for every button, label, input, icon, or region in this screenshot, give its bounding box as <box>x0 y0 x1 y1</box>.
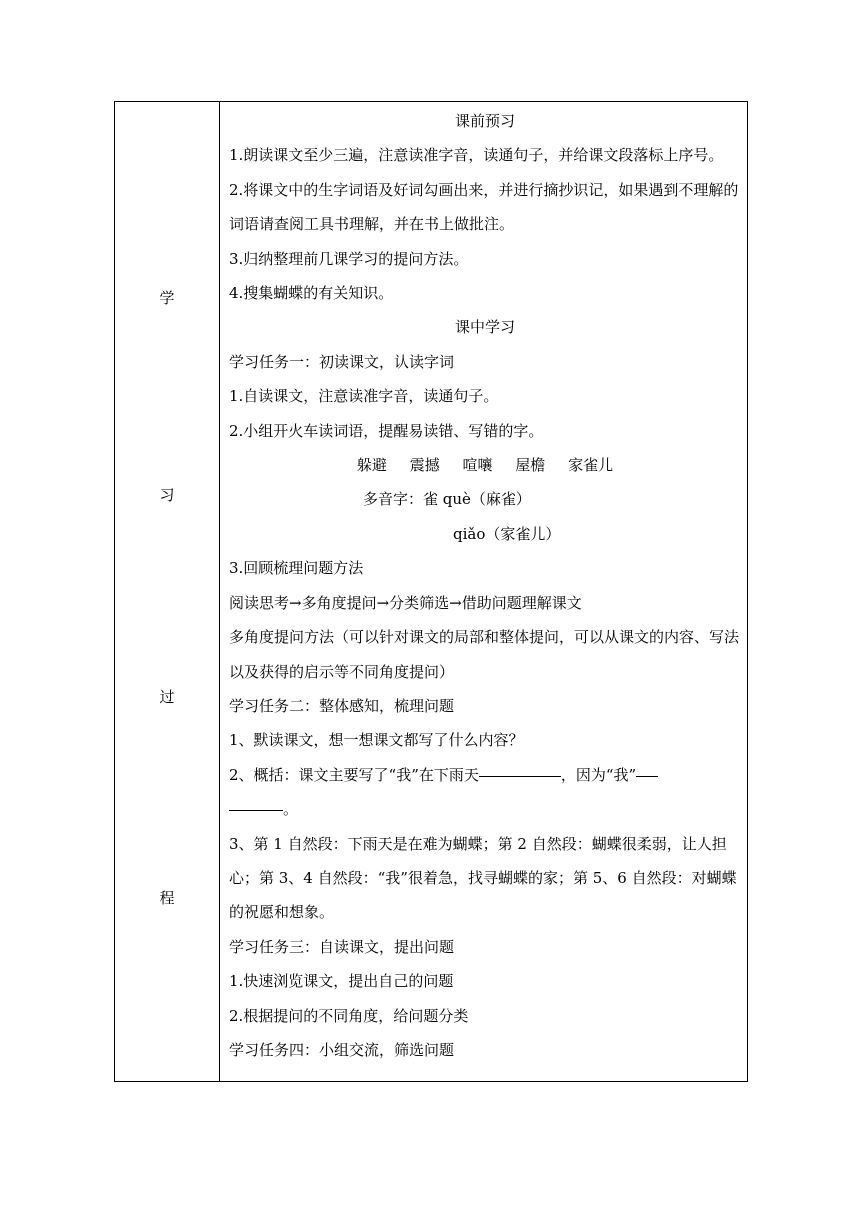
content-cell <box>220 102 748 1082</box>
vocab-words <box>229 448 741 482</box>
side-label-cell <box>115 102 220 1082</box>
heading-in-class: 课中学习 <box>454 318 515 337</box>
review-title: 3.回顾梳理问题方法 <box>229 559 364 578</box>
task2-q2-text-b: ，因为“我” <box>560 765 637 784</box>
task2-question-3: 3、第 1 自然段：下雨天是在难为蝴蝶；第 2 自然段：蝴蝶很柔弱，让人担心；第 3、4 自然段：“我”很着急，找寻蝴蝶的家；第 5、6 自然段：对蝴蝶的祝愿和想象。 <box>229 834 737 922</box>
vocab-word: 喧嚷 <box>462 456 493 475</box>
heading-pre-study: 课前预习 <box>454 112 515 130</box>
task2-question-1: 1、默读课文，想一想课文都写了什么内容？ <box>229 731 524 750</box>
side-char-guo: 过 <box>159 688 175 706</box>
pre-item-3: 3.归纳整理前几课学习的提问方法。 <box>229 249 469 268</box>
task2-question-2-cont <box>229 792 741 826</box>
vocab-word: 躲避 <box>356 456 387 475</box>
side-char-xue: 学 <box>159 289 175 307</box>
side-char-xi: 习 <box>159 486 175 504</box>
task3-title: 学习任务三：自读课文，提出问题 <box>229 937 455 956</box>
task1-item-2: 2.小组开火车读词语，提醒易读错、写错的字。 <box>229 421 544 440</box>
question-flow: 阅读思考→多角度提问→分类筛选→借助问题理解课文 <box>229 593 582 612</box>
pre-item-4: 4.搜集蝴蝶的有关知识。 <box>229 284 394 303</box>
task3-item-1: 1.快速浏览课文，提出自己的问题 <box>229 972 454 991</box>
task2-q2-text-a: 2、概括：课文主要写了“我”在下雨天 <box>229 765 479 784</box>
task2-question-2 <box>229 758 741 792</box>
task4-title: 学习任务四：小组交流，筛选问题 <box>229 1040 455 1059</box>
fill-blank-2a[interactable] <box>636 775 658 777</box>
task2-q2-end: 。 <box>283 800 299 819</box>
vocab-word: 家雀儿 <box>568 456 614 475</box>
task1-title: 学习任务一：初读课文，认读字词 <box>229 352 455 371</box>
vocab-word: 震撼 <box>409 456 440 475</box>
question-method: 多角度提问方法（可以针对课文的局部和整体提问，可以从课文的内容、写法以及获得的启示等不同角度提问） <box>229 628 740 681</box>
pre-item-2: 2.将课文中的生字词语及好词勾画出来，并进行摘抄识记，如果遇到不理解的词语请查阅工具书理解，并在书上做批注。 <box>229 180 739 234</box>
fill-blank-1[interactable] <box>479 775 561 777</box>
side-char-cheng: 程 <box>159 889 175 907</box>
vocab-word: 屋檐 <box>515 456 546 475</box>
task1-item-1: 1.自读课文，注意读准字音，读通句子。 <box>229 387 499 406</box>
fill-blank-2b[interactable] <box>229 809 283 811</box>
lesson-table <box>114 101 748 1082</box>
polyphone-line-1: 多音字：雀 què（麻雀） <box>363 490 531 509</box>
pre-item-1: 1.朗读课文至少三遍，注意读准字音，读通句子，并给课文段落标上序号。 <box>229 146 724 165</box>
task3-item-2: 2.根据提问的不同角度，给问题分类 <box>229 1006 469 1025</box>
polyphone-line-2: qiǎo（家雀儿） <box>453 524 561 543</box>
task2-title: 学习任务二：整体感知，梳理问题 <box>229 696 455 715</box>
